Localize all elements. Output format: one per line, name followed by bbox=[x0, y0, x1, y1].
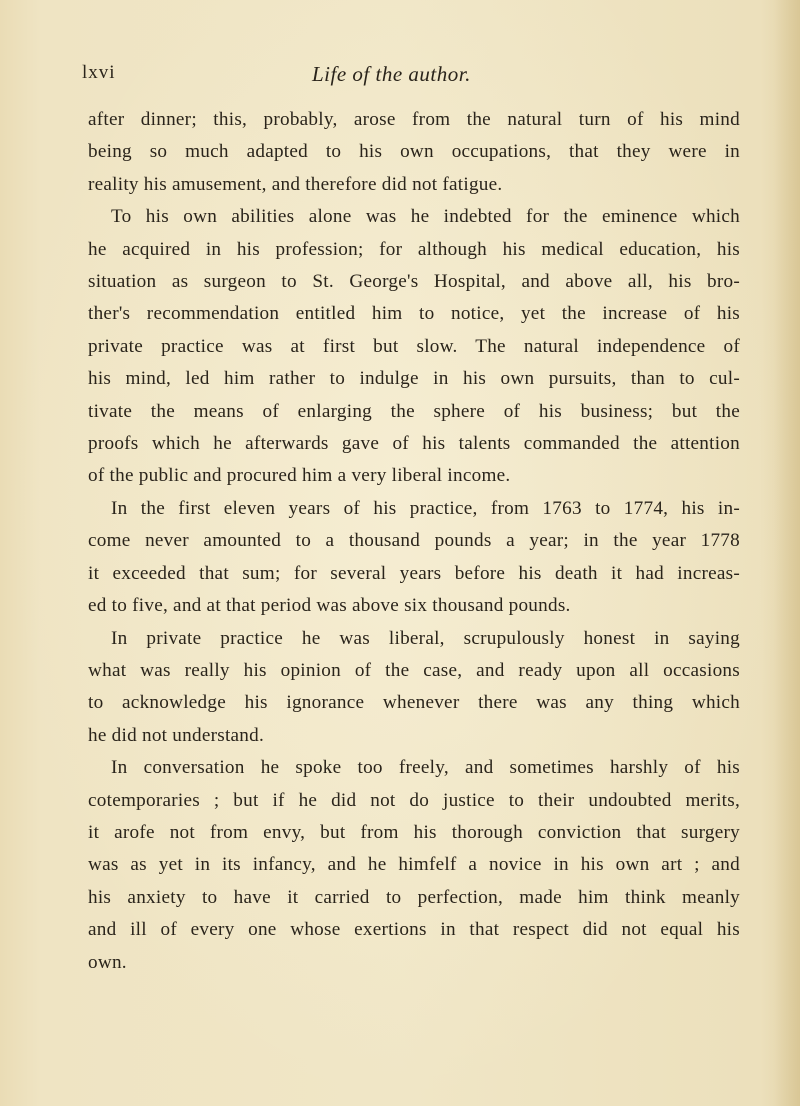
text-line: it exceeded that sum; for several years before his death it had increas- bbox=[88, 562, 740, 584]
paragraph bbox=[88, 752, 740, 979]
paragraph bbox=[88, 493, 740, 623]
text-line: was as yet in its infancy, and he himfelf a novice in his own art ; and bbox=[88, 854, 740, 876]
running-title: Life of the author. bbox=[312, 62, 471, 86]
page-edge-shading bbox=[774, 0, 800, 1106]
text-line: In private practice he was liberal, scrupulously honest in saying bbox=[111, 627, 740, 649]
text-line: ther's recommendation entitled him to notice, yet the increase of his bbox=[88, 303, 740, 325]
page-number: lxvi bbox=[82, 62, 116, 83]
text-line: being so much adapted to his own occupations, that they were in bbox=[88, 141, 740, 163]
text-line: come never amounted to a thousand pounds a year; in the year 1778 bbox=[88, 530, 740, 552]
text-line: To his own abilities alone was he indebted for the eminence which bbox=[111, 206, 740, 228]
running-head bbox=[82, 62, 722, 92]
text-line: of the public and procured him a very liberal income. bbox=[88, 465, 511, 487]
paragraph bbox=[88, 201, 740, 493]
body-text bbox=[88, 104, 740, 979]
text-line: to acknowledge his ignorance whenever there was any thing which bbox=[88, 692, 740, 714]
text-line: tivate the means of enlarging the sphere of his business; but the bbox=[88, 400, 740, 422]
text-line: private practice was at first but slow. The natural independence of bbox=[88, 335, 740, 357]
text-line: his anxiety to have it carried to perfection, made him think meanly bbox=[88, 886, 740, 908]
text-line: own. bbox=[88, 951, 127, 973]
text-line: and ill of every one whose exertions in that respect did not equal his bbox=[88, 919, 740, 941]
paragraph bbox=[88, 623, 740, 753]
text-line: he acquired in his profession; for although his medical education, his bbox=[88, 238, 740, 260]
text-line: after dinner; this, probably, arose from the natural turn of his mind bbox=[88, 109, 740, 130]
paragraph bbox=[88, 104, 740, 201]
text-line: In the first eleven years of his practice, from 1763 to 1774, his in- bbox=[111, 497, 740, 519]
text-line: ed to five, and at that period was above six thousand pounds. bbox=[88, 595, 571, 617]
text-line: proofs which he afterwards gave of his talents commanded the attention bbox=[88, 433, 740, 455]
text-line: reality his amusement, and therefore did not fatigue. bbox=[88, 173, 503, 195]
text-line: what was really his opinion of the case, and ready upon all occasions bbox=[88, 659, 740, 681]
text-line: he did not understand. bbox=[88, 724, 265, 746]
text-line: cotemporaries ; but if he did not do justice to their undoubted merits, bbox=[88, 789, 740, 811]
text-line: situation as surgeon to St. George's Hospital, and above all, his bro- bbox=[88, 271, 740, 293]
text-line: In conversation he spoke too freely, and sometimes harshly of his bbox=[111, 757, 740, 779]
text-line: it arofe not from envy, but from his thorough conviction that surgery bbox=[88, 821, 740, 843]
text-line: his mind, led him rather to indulge in his own pursuits, than to cul- bbox=[88, 368, 740, 390]
